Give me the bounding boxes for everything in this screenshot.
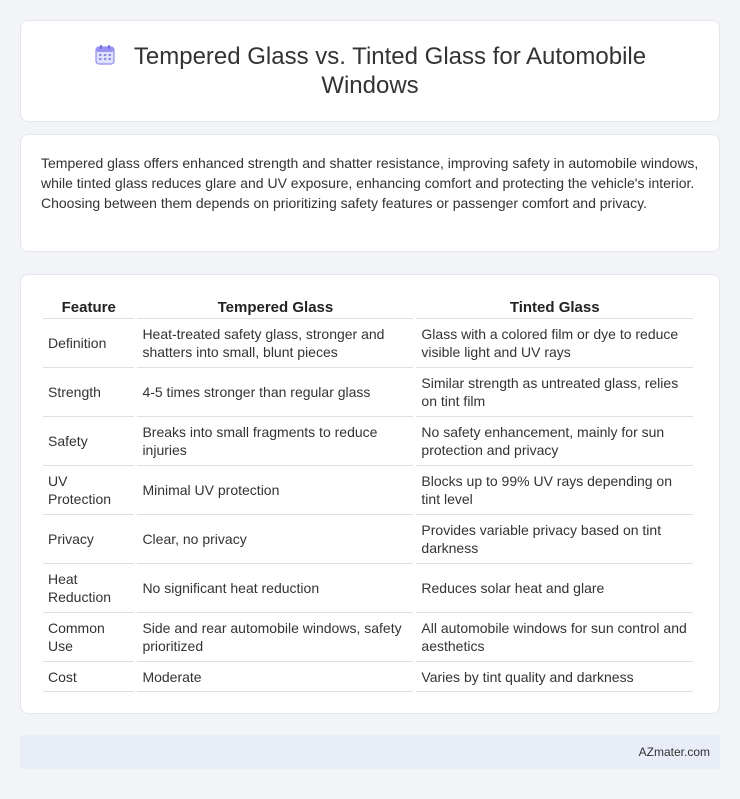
tempered-cell: Heat-treated safety glass, stronger and shatters into small, blunt pieces [137,319,413,368]
feature-cell: Strength [43,368,134,417]
page-title [61,42,679,100]
tempered-cell: Breaks into small fragments to reduce injuries [137,417,413,466]
feature-cell: Heat Reduction [43,564,134,613]
feature-cell: Common Use [43,613,134,662]
feature-cell: Cost [43,662,134,692]
tinted-cell: Reduces solar heat and glare [416,564,693,613]
tempered-cell: Moderate [137,662,413,692]
tinted-cell: Varies by tint quality and darkness [416,662,693,692]
table-row [43,613,693,662]
header-tinted-glass: Tinted Glass [416,293,693,319]
table-row [43,368,693,417]
tinted-cell: Provides variable privacy based on tint darkness [416,515,693,564]
tempered-cell: No significant heat reduction [137,564,413,613]
comparison-table-card [20,274,720,714]
tinted-cell: Blocks up to 99% UV rays depending on tint level [416,466,693,515]
tempered-cell: Clear, no privacy [137,515,413,564]
tinted-cell: Similar strength as untreated glass, relies on tint film [416,368,693,417]
summary-card [20,134,720,252]
header-tempered-glass: Tempered Glass [137,293,413,319]
tinted-cell: All automobile windows for sun control and aesthetics [416,613,693,662]
title-card [20,20,720,122]
table-row [43,662,693,692]
page-title-text: Tempered Glass vs. Tinted Glass for Automobile Windows [133,43,647,99]
header-feature: Feature [43,293,134,319]
tempered-cell: 4-5 times stronger than regular glass [137,368,413,417]
footer-brand: AZmater.com [638,745,710,759]
table-row [43,564,693,613]
table-row [43,417,693,466]
summary-text: Tempered glass offers enhanced strength and shatter resistance, improving safety in automobile windows, while tinted glass reduces glare and UV exposure, enhancing comfort and protecting the vehicle's interior. Choosing between them depends on prioritizing safety features or passenger comfort and privacy. [41,155,699,211]
footer [20,735,720,769]
tinted-cell: No safety enhancement, mainly for sun protection and privacy [416,417,693,466]
feature-cell: Privacy [43,515,134,564]
calendar-icon [94,44,116,66]
tinted-cell: Glass with a colored film or dye to reduce visible light and UV rays [416,319,693,368]
feature-cell: Safety [43,417,134,466]
table-row [43,515,693,564]
feature-cell: Definition [43,319,134,368]
table-row [43,466,693,515]
comparison-table [40,293,696,692]
tempered-cell: Side and rear automobile windows, safety prioritized [137,613,413,662]
feature-cell: UV Protection [43,466,134,515]
tempered-cell: Minimal UV protection [137,466,413,515]
table-header-row [43,293,693,319]
table-row [43,319,693,368]
